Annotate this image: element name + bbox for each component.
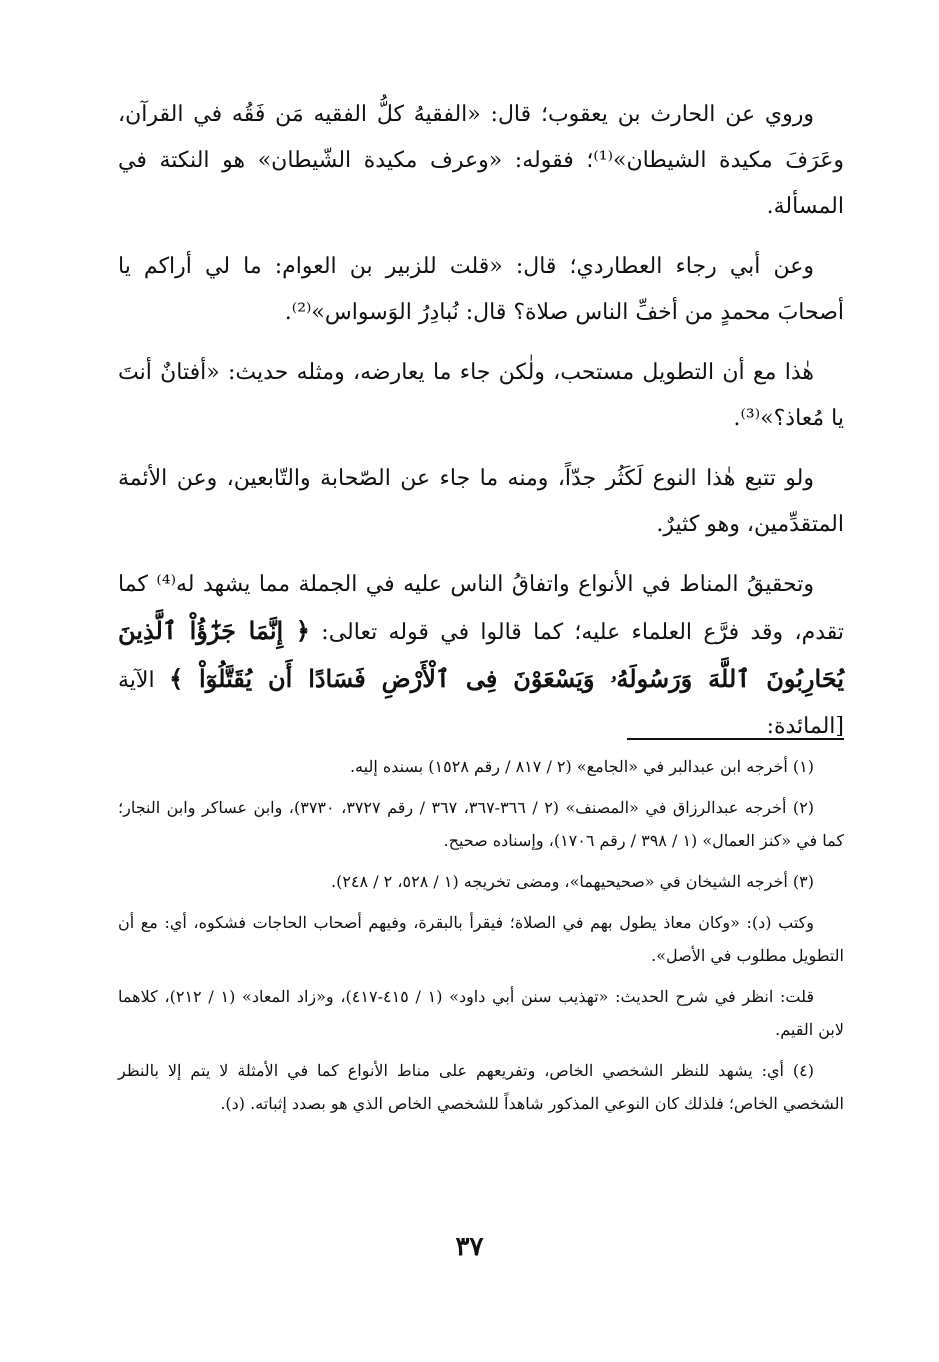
page-number: ٣٧ <box>455 1232 484 1262</box>
footnote-3: (٣) أخرجه الشيخان في «صحيحيهما»، ومضى تخريجه (١ / ٥٢٨، ٢ / ٢٤٨). <box>331 872 814 891</box>
main-text <box>118 92 844 764</box>
paragraph-sahaba: ولو تتبع هٰذا النوع لَكَثُر جدّاً، ومنه ما جاء عن الصّحابة والتّابعين، وعن الأئمة المتقدِّمين، وهو كثيرٌ. <box>118 466 844 537</box>
paragraph-tahqiq-manat <box>118 562 844 750</box>
footnote-divider <box>627 738 844 740</box>
footnote-2: (٢) أخرجه عبدالرزاق في «المصنف» (٢ / ٣٦٦-٣٦٧، ٣٦٧ / رقم ٣٧٢٧، ٣٧٣٠)، وابن عساكر وابن النجار؛ كما في «كنز العمال» (١ / ٣٩٨ / رقم ١٧٠٦)، وإسناده صحيح. <box>118 798 844 850</box>
footnote-4: (٤) أي: يشهد للنظر الشخصي الخاص، وتفريعهم على مناط الأنواع كما في الأمثلة لا يتم إلا بالنظر الشخصي الخاص؛ فلذلك كان النوعي المذكور شاهداً للشخصي الخاص الذي هو بصدد إثباته. (د). <box>118 1061 844 1113</box>
footnotes <box>118 750 844 1128</box>
paragraph-text: وتحقيقُ المناط في الأنواع واتفاقُ الناس عليه في الجملة مما يشهد له⁽⁴⁾ كما تقدم، وقد فرَّع العلماء عليه؛ كما قالوا في قوله تعالى: <box>118 572 845 645</box>
footnote-1: (١) أخرجه ابن عبدالبر في «الجامع» (٢ / ٨١٧ / رقم ١٥٢٨) بسنده إليه. <box>349 757 814 776</box>
paragraph-tatwil: هٰذا مع أن التطويل مستحب، ولٰكن جاء ما يعارضه، ومثله حديث: «أفتانٌ أنتَ يا مُعاذ؟»⁽³⁾. <box>118 360 844 431</box>
paragraph-text-end: الآية [المائدة: <box>118 668 844 739</box>
footnote-3-author-note: قلت: انظر في شرح الحديث: «تهذيب سنن أبي داود» (١ / ٤١٥-٤١٧)، و«زاد المعاد» (١ / ٢١٢)، كلاهما لابن القيم. <box>118 987 844 1039</box>
footnote-3-editor-note: وكتب (د): «وكان معاذ يطول بهم في الصلاة؛ فيقرأ بالبقرة، وفيهم أصحاب الحاجات فشكوه، أي: مع أن التطويل مطلوب في الأصل». <box>118 913 844 965</box>
paragraph-abu-raja: وعن أبي رجاء العطاردي؛ قال: «قلت للزبير بن العوام: ما لي أراكم يا أصحابَ محمدٍ من أخفِّ الناس صلاة؟ قال: نُبادِرُ الوَسواس»⁽²⁾. <box>118 254 844 325</box>
quran-verse: ﴿ إِنَّمَا جَزَٰٓؤُاْ ٱلَّذِينَ يُحَارِبُونَ ٱللَّهَ وَرَسُولَهُۥ وَيَسْعَوْنَ فِى ٱلْأَرْضِ فَسَادًا أَن يُقَتَّلُوٓاْ ﴾ <box>118 616 845 693</box>
paragraph-hadith-fiqh: وروي عن الحارث بن يعقوب؛ قال: «الفقيهُ كلُّ الفقيه مَن فَقُه في القرآن، وعَرَفَ مكيدة الشيطان»⁽¹⁾؛ فقوله: «وعرف مكيدة الشّيطان» هو النكتة في المسألة. <box>118 102 845 219</box>
